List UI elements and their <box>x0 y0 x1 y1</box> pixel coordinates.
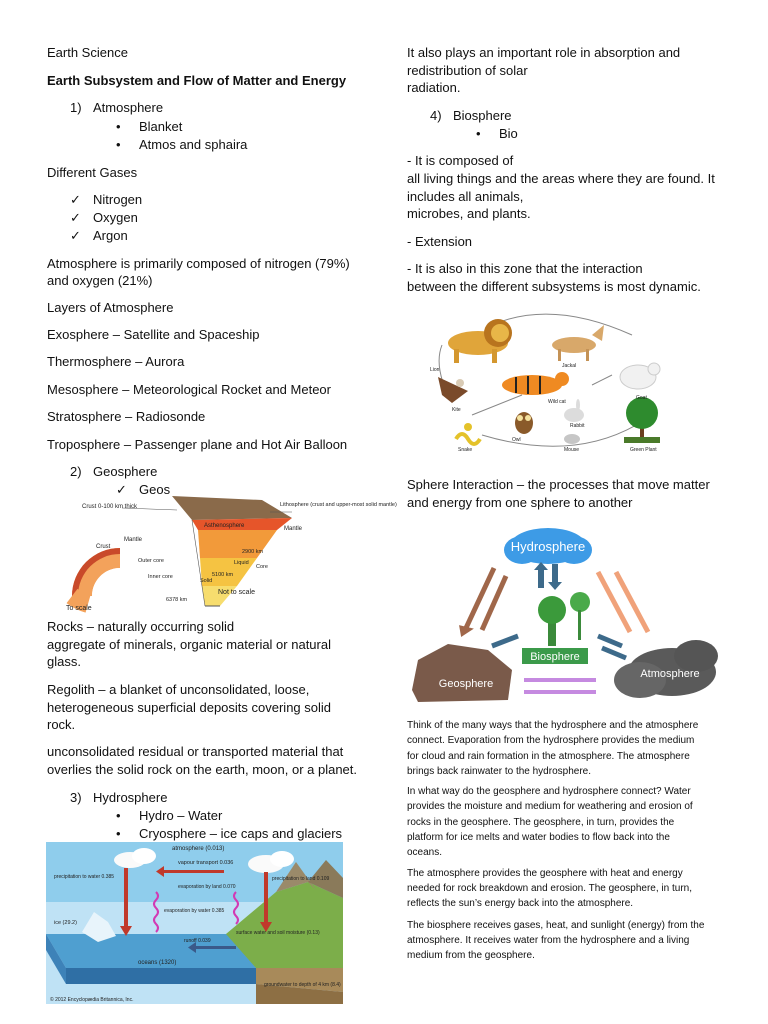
composition-text: Atmosphere is primarily composed of nitrogen (79%) <box>47 256 350 271</box>
mantle-label-left: Mantle <box>124 537 143 543</box>
paragraph-line: brings back rainwater to the hydrosphere. <box>407 766 591 777</box>
paragraph-line: connect. Evaporation from the hydrosphere provides the medium <box>407 735 695 746</box>
lithosphere-label: Lithosphere (crust and upper-most solid mantle) <box>280 502 397 508</box>
rabbit-label: Rabbit <box>570 423 585 429</box>
paragraph-line: provides the moisture and medium for weathering and erosion of <box>407 801 693 812</box>
lion-label: Lion <box>430 367 440 373</box>
layer-item: Stratosphere – Radiosonde <box>47 409 206 424</box>
hydrosphere-label: Hydrosphere <box>510 539 586 554</box>
page-title: Earth Subsystem and Flow of Matter and Energy <box>47 73 347 88</box>
absorption-text: It also plays an important role in absorption and <box>407 45 681 60</box>
bullet-text: Atmos and sphaira <box>139 137 248 152</box>
bullet-icon: • <box>476 126 481 141</box>
paragraph-line: medium from the geosphere. <box>407 950 535 961</box>
bullet-text: Blanket <box>139 119 183 134</box>
check-icon: ✓ <box>70 228 81 243</box>
inner-core-label: Inner core <box>148 574 173 580</box>
sphere-interaction-text: and energy from one sphere to another <box>407 495 633 510</box>
list-number: 2) <box>70 464 82 479</box>
runoff-label: runoff 0.039 <box>184 938 211 944</box>
extension-text: - Extension <box>407 234 473 249</box>
jackal-label: Jackal <box>562 363 577 369</box>
groundwater-label: groundwater to depth of 4 km (8.4) <box>264 982 341 988</box>
zone-text: - It is also in this zone that the interaction <box>407 261 643 276</box>
composition-text: and oxygen (21%) <box>47 273 153 288</box>
absorption-text: radiation. <box>407 80 461 95</box>
precip-water-label: precipitation to water 0.385 <box>54 874 115 880</box>
biosphere-text: microbes, and plants. <box>407 206 531 221</box>
outer-core-label: Outer core <box>138 558 164 564</box>
layer-item: Mesosphere – Meteorological Rocket and Meteor <box>47 382 331 397</box>
oceans-label: oceans (1320) <box>138 960 177 966</box>
depth-6378-label: 6378 km <box>166 597 188 603</box>
layer-item: Thermosphere – Aurora <box>47 354 185 369</box>
paragraph-line: oceans. <box>407 847 443 858</box>
asthenosphere-label: Asthenosphere <box>204 523 245 529</box>
regolith-text: Regolith – a blanket of unconsolidated, loose, <box>47 682 310 697</box>
absorption-text: redistribution of solar <box>407 63 528 78</box>
gases-heading: Different Gases <box>47 165 138 180</box>
sphere-interaction-text: Sphere Interaction – the processes that move matter <box>407 477 710 492</box>
food-web-figure <box>412 305 677 455</box>
mouse-label: Mouse <box>564 447 580 453</box>
paragraph-line: The biosphere receives gases, heat, and sunlight (energy) from the <box>407 920 705 931</box>
evap-water-label: evaporation by water 0.385 <box>164 908 225 914</box>
paragraph-line: atmosphere. It receives water from the hydrosphere and a living <box>407 935 690 946</box>
surface-water-label: surface water and soil moisture (0.13) <box>236 930 320 936</box>
crust-thickness-label: Crust 0-100 km thick <box>82 504 138 510</box>
bullet-text: Bio <box>499 126 518 141</box>
liquid-label: Liquid <box>234 560 249 566</box>
hydrosphere-heading: Hydrosphere <box>93 790 168 805</box>
paragraph-line: needed for rock breakdown and erosion. The geosphere, in turn, <box>407 883 692 894</box>
subject-label: Earth Science <box>47 45 128 60</box>
check-icon: ✓ <box>70 210 81 225</box>
bullet-icon: • <box>116 137 121 152</box>
paragraph-line: reflects the sun’s energy back into the atmosphere. <box>407 898 634 909</box>
bullet-icon: • <box>116 808 121 823</box>
regolith-text: rock. <box>47 717 76 732</box>
core-label: Core <box>256 564 268 570</box>
biosphere-text: - It is composed of <box>407 153 514 168</box>
not-to-scale-label: Not to scale <box>218 589 255 596</box>
atmosphere-label: Atmosphere <box>640 668 700 680</box>
check-text: Geos <box>139 482 171 497</box>
mantle-label-right: Mantle <box>284 526 303 532</box>
list-number: 4) <box>430 108 442 123</box>
kite-label: Kite <box>452 407 461 413</box>
wildcat-label: Wild cat <box>548 399 566 405</box>
biosphere-text: all living things and the areas where they are found. It <box>407 171 715 186</box>
paragraph-line: for cloud and rain formation in the atmosphere. The atmosphere <box>407 751 690 762</box>
bullet-icon: • <box>116 826 121 841</box>
to-scale-label: To scale <box>66 605 92 612</box>
geosphere-heading: Geosphere <box>93 464 158 479</box>
gas-item: Nitrogen <box>93 192 143 207</box>
unconsolidated-text: overlies the solid rock on the earth, moon, or a planet. <box>47 762 358 777</box>
sphere-interaction-figure <box>408 520 720 706</box>
layer-item: Exosphere – Satellite and Spaceship <box>47 327 260 342</box>
regolith-text: heterogeneous superficial deposits covering solid <box>47 700 332 715</box>
check-icon: ✓ <box>70 192 81 207</box>
depth-5100-label: 5100 km <box>212 572 234 578</box>
layers-heading: Layers of Atmosphere <box>47 300 174 315</box>
paragraph-line: rocks in the geosphere. The geosphere, in turn, provides the <box>407 817 675 828</box>
unconsolidated-text: unconsolidated residual or transported material that <box>47 744 344 759</box>
rocks-text: Rocks – naturally occurring solid <box>47 619 235 634</box>
water-cycle-figure <box>46 842 343 1004</box>
paragraph-line: platform for ice melts and water bodies to flow back into the <box>407 832 670 843</box>
geosphere-label: Geosphere <box>438 678 494 690</box>
biosphere-label: Biosphere <box>530 651 580 663</box>
gas-item: Argon <box>93 228 128 243</box>
rocks-text: aggregate of minerals, organic material or natural <box>47 637 331 652</box>
paragraph-line: The atmosphere provides the geosphere with heat and energy <box>407 868 683 879</box>
paragraph-line: In what way do the geosphere and hydrosphere connect? Water <box>407 786 691 797</box>
solid-label: Solid <box>200 578 213 584</box>
bullet-text: Cryosphere – ice caps and glaciers <box>139 826 343 841</box>
depth-2900-label: 2900 km <box>242 549 264 555</box>
biosphere-text: includes all animals, <box>407 189 524 204</box>
goat-label: Goat <box>636 395 647 401</box>
bullet-icon: • <box>116 119 121 134</box>
rocks-text: glass. <box>47 654 81 669</box>
atmosphere-value-label: atmosphere (0.013) <box>172 846 225 852</box>
zone-text: between the different subsystems is most dynamic. <box>407 279 701 294</box>
list-number: 1) <box>70 100 82 115</box>
evap-land-label: evaporation by land 0.070 <box>178 884 236 890</box>
list-number: 3) <box>70 790 82 805</box>
biosphere-heading: Biosphere <box>453 108 512 123</box>
paragraph-line: Think of the many ways that the hydrosphere and the atmosphere <box>407 720 699 731</box>
layer-item: Troposphere – Passenger plane and Hot Air Balloon <box>47 437 348 452</box>
green-plant-label: Green Plant <box>630 447 657 453</box>
crust-label: Crust <box>96 544 111 550</box>
owl-label: Owl <box>512 437 521 443</box>
snake-label: Snake <box>458 447 473 453</box>
bullet-text: Hydro – Water <box>139 808 223 823</box>
earth-layers-figure <box>62 496 397 614</box>
gas-item: Oxygen <box>93 210 138 225</box>
precip-land-label: precipitation to land 0.109 <box>272 876 330 882</box>
copyright-label: © 2012 Encyclopædia Britannica, Inc. <box>50 997 134 1003</box>
check-icon: ✓ <box>116 482 127 497</box>
vapour-transport-label: vapour transport 0.036 <box>178 860 234 866</box>
atmosphere-heading: Atmosphere <box>93 100 164 115</box>
ice-label: ice (29.2) <box>54 920 77 926</box>
